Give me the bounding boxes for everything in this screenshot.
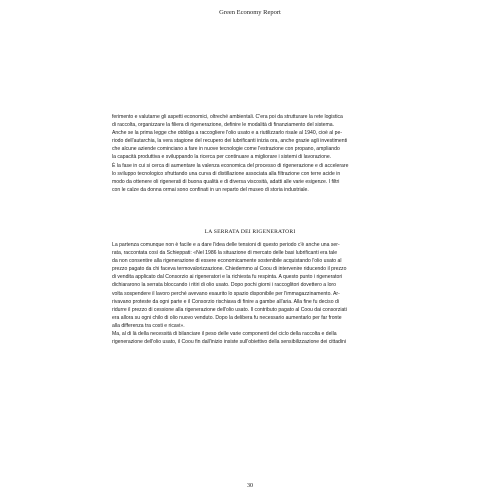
text-line: lo sviluppo tecnologico sfruttando una curva di distillazione associata alla filtrazione con terre acide in [112, 170, 341, 177]
text-line: rigenerazione dell'olio usato, il Coou fin dall'inizio insiste sull'obiettivo della sensibilizzazione dei cittadini [112, 339, 346, 346]
text-line: era allora su ogni chilo di olio nuovo venduto. Dopo la delibera fu necessario aumentarlo per far fronte [112, 314, 342, 321]
section-heading: LA SERRATA DEI RIGENERATORI [204, 229, 296, 235]
text-line: È la fase in cui si cerca di aumentare la valenza economica del processo di rigenerazione e di accelerare [112, 162, 349, 169]
body-paragraph-block-b [112, 241, 394, 346]
text-line: volta sospendere il lavoro perché avevano esaurito lo spazio disponibile per l'immagazzinamento. Ar- [112, 290, 340, 297]
text-line: riodo dell'autarchia, la vera stagione del recupero dei lubrificanti inizia ora, anche grazie agli investimenti [112, 138, 348, 145]
text-line: ferimento e valutarne gli aspetti economici, oltreché ambientali. C'era poi da strutturare la rete logistica [112, 114, 343, 120]
page-number: 30 [247, 483, 253, 489]
text-line: rata, raccontata così da Schieppati: «Nel 1986 la situazione di mercato delle basi lubrificanti era tale [112, 250, 338, 257]
text-line: rivavano proteste da ogni parte e il Consorzio rischiava di finire a gambe all'aria. Alla fine fu deciso di [112, 298, 339, 305]
running-header: Green Economy Report [219, 9, 281, 16]
text-line: Anche se la prima legge che obbliga a raccogliere l'olio usato e a riutilizzarlo risale al 1940, cioè al pe- [112, 130, 343, 137]
text-line: la capacità produttiva e sviluppando la ricerca per continuare a migliorare i sistemi di lavorazione. [112, 154, 332, 161]
text-line: prezzo pagato da chi faceva termovalorizzazione. Chiedemmo al Coou di intervenire riducendo il prezzo [112, 266, 347, 273]
text-line: di vendita applicato dal Consorzio ai rigeneratori e la richiesta fu respinta. A questo punto i rigeneratori [112, 274, 343, 281]
text-line: modo da ottenere oli rigenerati di buona qualità e di diversa viscosità, adatti alle varie esigenze. I filtri [112, 178, 340, 185]
text-line: con le calze da donna ormai sono confinati in un reparto del museo di storia industriale. [112, 186, 309, 193]
body-paragraph-block-a [112, 113, 394, 194]
text-line: dichiararono la serrata bloccando i ritiri di olio usato. Dopo pochi giorni i raccoglitori dovettero a loro [112, 282, 336, 289]
text-line: di raccolta, organizzare la filiera di rigenerazione, definire le modalità di finanziamento del sistema. [112, 122, 334, 129]
text-line: da non consentire alla rigenerazione di essere economicamente sostenibile acquistando l'olio usato al [112, 258, 342, 265]
text-line: Ma, al di là della necessità di bilanciare il peso delle varie componenti del ciclo della raccolta e della [112, 331, 337, 338]
text-line: che alcune aziende cominciano a fare in nuove tecnologie come l'estrazione con propano, ampliando [112, 146, 340, 153]
text-line: La partenza comunque non è facile e a dare l'idea delle tensioni di questo periodo c'è anche una ser- [112, 242, 340, 248]
text-line: alla differenza tra costi e ricavi». [112, 322, 185, 329]
text-line: ridurre il prezzo di cessione alla rigenerazione dell'olio usato. Il contributo pagato al Coou dai consorziati [112, 306, 347, 313]
